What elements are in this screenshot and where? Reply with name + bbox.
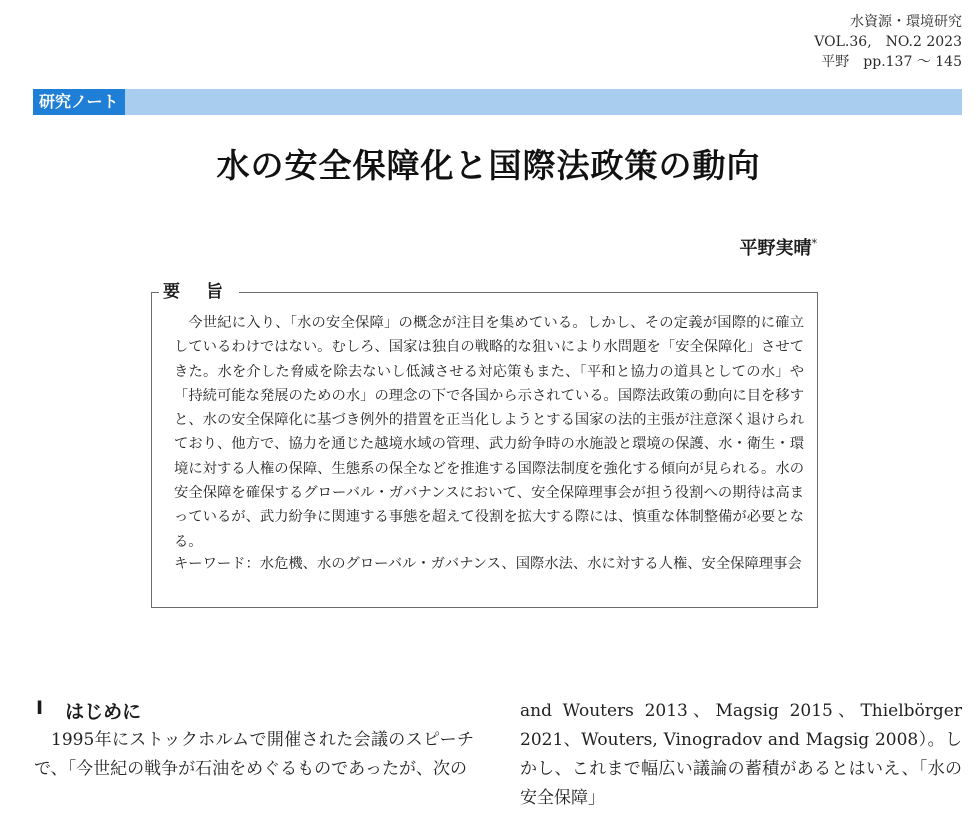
section-bar [33, 89, 962, 115]
section-number: Ⅰ [36, 697, 44, 719]
abstract-text: 今世紀に入り、「水の安全保障」の概念が注目を集めている。しかし、その定義が国際的に確立しているわけではない。むしろ、国家は独自の戦略的な狙いにより水問題を「安全保障化」させてきた。水を介した脅威を除去ないし低減させる対応策もまた、「平和と協力の道具としての水」や「持続可能な発展のための水」の理念の下で各国から示されている。国際法政策の動向に目を移すと、水の安全保障化に基づき例外的措置を正当化しようとする国家の法的主張が注意深く退けられており、他方で、協力を通じた越境水域の管理、武力紛争時の水施設と環境の保護、水・衛生・環境に対する人権の保障、生態系の保全などを推進する国際法制度を強化する傾向が見られる。水の安全保障を確保するグローバル・ガバナンスにおいて、安全保障理事会が担う役割への期待は高まっているが、武力紛争に関連する事態を超えて役割を拡大する際には、慎重な体制整備が必要となる。 [174, 315, 804, 550]
abstract-box [151, 282, 818, 608]
author-name: 平野実晴 [739, 238, 812, 259]
section-heading [36, 697, 141, 724]
body-text-right-column: and Wouters 2013、Magsig 2015、Thielbörger 2021、Wouters, Vinogradov and Magsig 2008）。しかし、これまで幅広い議論の蓄積があるとはいえ、「水の安全保障」 [520, 701, 962, 808]
body-text-left-column: 1995年にストックホルムで開催された会議のスピーチで、「今世紀の戦争が石油をめぐるものであったが、次の [34, 730, 474, 779]
journal-volume: VOL.36, NO.2 2023 [814, 34, 962, 50]
keywords [174, 552, 804, 576]
author [740, 234, 818, 260]
keywords-value: 水危機、水のグローバル・ガバナンス、国際水法、水に対する人権、安全保障理事会 [259, 556, 802, 572]
journal-name: 水資源・環境研究 [850, 14, 962, 30]
journal-pages: 平野 pp.137 ～ 145 [821, 54, 962, 70]
journal-info [814, 12, 962, 72]
keywords-label: キーワード： [174, 556, 260, 572]
abstract-heading: 要 旨 [159, 282, 239, 302]
author-footnote-mark: * [811, 237, 817, 250]
section-tag: 研究ノート [33, 89, 125, 115]
paper-title: 水の安全保障化と国際法政策の動向 [216, 146, 761, 185]
section-title: はじめに [65, 701, 142, 723]
